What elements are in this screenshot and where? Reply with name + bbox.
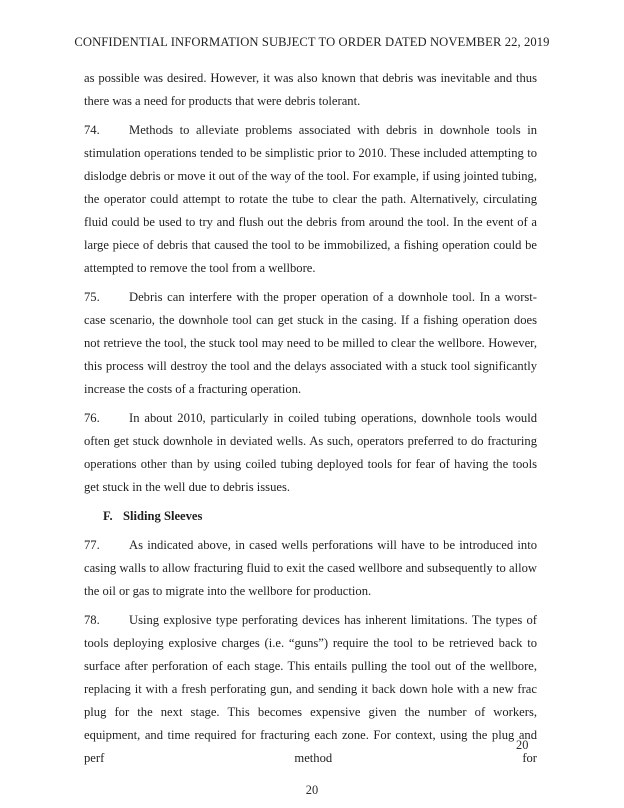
paragraph-number: 77. xyxy=(84,538,100,552)
section-label: F. xyxy=(103,509,113,523)
paragraph-number: 74. xyxy=(84,123,100,137)
page-number-footer: 20 xyxy=(305,783,319,797)
section-heading xyxy=(103,505,537,528)
numbered-paragraph: 74. Methods to alleviate problems associated with debris in downhole tools in stimulation operations tended to be simplistic prior to 2010. These included attempting to dislodge debris or move it out of the way of the tool. For example, if using jointed tubing, the operator could attempt to rotate the tube to clear the path. Alternatively, circulating fluid could be used to try and flush out the debris from around the tool. In the event of a large piece of debris that caused the tool to be immobilized, a fishing operation could be attempted to remove the tool from a wellbore. xyxy=(84,119,537,280)
confidentiality-header: CONFIDENTIAL INFORMATION SUBJECT TO ORDER DATED NOVEMBER 22, 2019 xyxy=(74,35,550,49)
numbered-paragraph: 76. In about 2010, particularly in coiled tubing operations, downhole tools would often get stuck downhole in deviated wells. As such, operators preferred to do fracturing operations other than by using coiled tubing deployed tools for fear of having the tools get stuck in the well due to debris issues. xyxy=(84,407,537,499)
paragraph-number: 78. xyxy=(84,613,100,627)
paragraph-number: 75. xyxy=(84,290,100,304)
numbered-paragraph: 77. As indicated above, in cased wells perforations will have to be introduced into casing walls to allow fracturing fluid to exit the cased wellbore and subsequently to allow the oil or gas to migrate into the wellbore for production. xyxy=(84,534,537,603)
section-title: Sliding Sleeves xyxy=(123,509,203,523)
paragraph-number: 76. xyxy=(84,411,100,425)
numbered-paragraph: 78. Using explosive type perforating devices has inherent limitations. The types of tools deploying explosive charges (i.e. “guns”) require the tool to be retrieved back to surface after perforation of each stage. This entails pulling the tool out of the wellbore, replacing it with a fresh perforating gun, and sending it back down hole with a new frac plug for the next stage. This becomes expensive given the number of workers, equipment, and time required for fracturing each zone. For context, using the plug and perf method for xyxy=(84,609,537,770)
numbered-paragraph: 75. Debris can interfere with the proper operation of a downhole tool. In a worst-case scenario, the downhole tool can get stuck in the casing. If a fishing operation does not retrieve the tool, the stuck tool may need to be milled to clear the wellbore. However, this process will destroy the tool and the delays associated with a stuck tool significantly increase the costs of a fracturing operation. xyxy=(84,286,537,401)
page-number-document: 20 xyxy=(516,738,529,752)
document-body xyxy=(84,67,537,770)
continuation-paragraph: as possible was desired. However, it was also known that debris was inevitable and thus there was a need for products that were debris tolerant. xyxy=(84,71,537,108)
